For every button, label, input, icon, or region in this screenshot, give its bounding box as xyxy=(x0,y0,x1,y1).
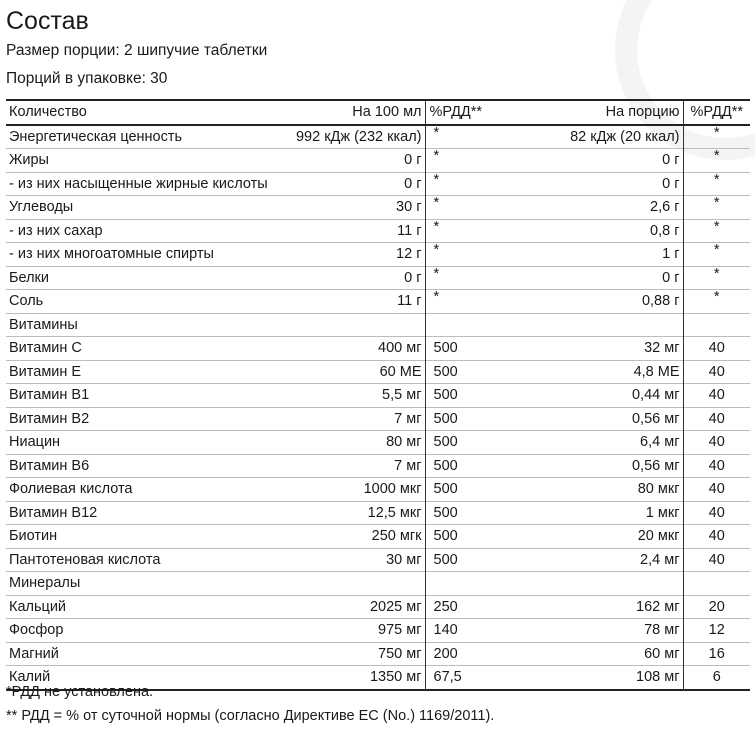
cell-rda-100ml: 500 xyxy=(433,551,458,568)
cell-rda-100ml xyxy=(425,313,565,337)
cell-rda-serving xyxy=(683,572,750,596)
cell-name: Минералы xyxy=(9,575,81,592)
cell-per-serving: 1 мкг xyxy=(565,501,683,525)
cell-per-serving: 60 мг xyxy=(565,642,683,666)
cell-rda-100ml: 250 xyxy=(433,598,458,615)
cell-name: - из них насыщенные жирные кислоты xyxy=(9,175,268,192)
cell-per-serving xyxy=(565,313,683,337)
cell-name: Витамин B2 xyxy=(9,410,90,427)
cell-per-100ml: 11 г xyxy=(268,290,425,314)
cell-name: Фосфор xyxy=(9,622,64,639)
cell-rda-serving: 40 xyxy=(708,387,725,404)
cell-rda-serving: * xyxy=(713,219,720,235)
cell-per-100ml: 2025 мг xyxy=(268,595,425,619)
cell-per-100ml: 7 мг xyxy=(268,407,425,431)
table-row xyxy=(6,219,750,243)
cell-per-serving: 2,6 г xyxy=(565,196,683,220)
cell-per-serving xyxy=(565,572,683,596)
cell-rda-serving: 40 xyxy=(708,410,725,427)
cell-rda-100ml: * xyxy=(433,219,440,235)
cell-per-serving: 80 мкг xyxy=(565,478,683,502)
cell-per-100ml: 1350 мг xyxy=(268,666,425,690)
cell-rda-serving: 40 xyxy=(708,434,725,451)
cell-rda-100ml: * xyxy=(433,172,440,188)
cell-name: Углеводы xyxy=(9,199,74,216)
cell-rda-100ml: 500 xyxy=(433,528,458,545)
table-header-row xyxy=(6,100,750,125)
table-row xyxy=(6,454,750,478)
table-row xyxy=(6,384,750,408)
cell-rda-serving: 40 xyxy=(708,528,725,545)
cell-rda-serving: * xyxy=(713,124,720,141)
cell-rda-100ml: 500 xyxy=(433,340,458,357)
cell-name: Витамины xyxy=(9,316,78,333)
cell-per-100ml: 0 г xyxy=(268,266,425,290)
cell-name: Пантотеновая кислота xyxy=(9,551,161,568)
cell-name: Фолиевая кислота xyxy=(9,481,133,498)
servings-per-pack: Порций в упаковке: 30 xyxy=(6,70,168,87)
table-row xyxy=(6,243,750,267)
cell-name: Жиры xyxy=(9,152,49,169)
cell-rda-serving: * xyxy=(713,172,720,188)
table-row xyxy=(6,501,750,525)
table-row xyxy=(6,360,750,384)
cell-rda-serving: 40 xyxy=(708,363,725,380)
nutrition-table xyxy=(6,99,750,691)
footnote-rda-definition: ** РДД = % от суточной нормы (согласно Директиве ЕС (No.) 1169/2011). xyxy=(6,708,495,724)
header-per-serving: На порцию xyxy=(565,100,683,125)
table-row xyxy=(6,548,750,572)
cell-per-100ml: 975 мг xyxy=(268,619,425,643)
cell-rda-serving: * xyxy=(713,195,720,211)
cell-rda-serving: * xyxy=(713,266,720,282)
cell-rda-100ml: 500 xyxy=(433,410,458,427)
cell-rda-serving: 16 xyxy=(708,645,725,662)
cell-rda-100ml: 140 xyxy=(433,622,458,639)
cell-per-serving: 20 мкг xyxy=(565,525,683,549)
cell-per-100ml: 12 г xyxy=(268,243,425,267)
cell-per-serving: 1 г xyxy=(565,243,683,267)
cell-rda-serving: 40 xyxy=(708,504,725,521)
cell-rda-serving: 20 xyxy=(708,598,725,615)
cell-per-100ml: 400 мг xyxy=(268,337,425,361)
serving-size: Размер порции: 2 шипучие таблетки xyxy=(6,42,268,59)
cell-per-100ml: 1000 мкг xyxy=(268,478,425,502)
cell-per-serving: 0,8 г xyxy=(565,219,683,243)
cell-rda-100ml: * xyxy=(433,289,440,305)
cell-rda-serving: 6 xyxy=(712,669,721,686)
cell-name: Витамин B12 xyxy=(9,504,98,521)
cell-per-100ml: 60 МЕ xyxy=(268,360,425,384)
cell-name: Магний xyxy=(9,645,59,662)
cell-rda-100ml: 67,5 xyxy=(433,669,462,686)
cell-per-serving: 0 г xyxy=(565,172,683,196)
header-rda-100ml: %РДД** xyxy=(429,104,483,121)
cell-per-100ml: 750 мг xyxy=(268,642,425,666)
table-row xyxy=(6,525,750,549)
cell-per-100ml: 0 г xyxy=(268,149,425,173)
cell-per-serving: 82 кДж (20 ккал) xyxy=(565,125,683,149)
cell-per-serving: 162 мг xyxy=(565,595,683,619)
table-row xyxy=(6,290,750,314)
cell-per-serving: 0,56 мг xyxy=(565,454,683,478)
cell-per-serving: 6,4 мг xyxy=(565,431,683,455)
cell-rda-serving: * xyxy=(713,289,720,305)
cell-per-serving: 0,44 мг xyxy=(565,384,683,408)
cell-per-100ml: 0 г xyxy=(268,172,425,196)
cell-per-100ml: 7 мг xyxy=(268,454,425,478)
cell-rda-serving: * xyxy=(713,242,720,258)
cell-per-serving: 108 мг xyxy=(565,666,683,690)
cell-rda-100ml: * xyxy=(433,266,440,282)
table-row xyxy=(6,337,750,361)
cell-rda-100ml: 500 xyxy=(433,457,458,474)
cell-per-serving: 0,56 мг xyxy=(565,407,683,431)
cell-per-serving: 0,88 г xyxy=(565,290,683,314)
cell-name: Калий xyxy=(9,669,51,686)
header-rda-serving: %РДД** xyxy=(690,104,744,121)
cell-rda-100ml: * xyxy=(433,148,440,164)
cell-name: - из них сахар xyxy=(9,222,103,239)
cell-per-100ml: 992 кДж (232 ккал) xyxy=(268,125,425,149)
table-row xyxy=(6,642,750,666)
footnote-rda-not-set: *РДД не установлена. xyxy=(6,684,154,700)
cell-name: Биотин xyxy=(9,528,58,545)
cell-name: - из них многоатомные спирты xyxy=(9,246,214,263)
table-row xyxy=(6,125,750,149)
cell-rda-100ml: 500 xyxy=(433,504,458,521)
cell-per-100ml: 80 мг xyxy=(268,431,425,455)
cell-rda-100ml xyxy=(425,572,565,596)
cell-per-serving: 4,8 МЕ xyxy=(565,360,683,384)
cell-name: Витамин C xyxy=(9,340,82,357)
table-row xyxy=(6,431,750,455)
table-row xyxy=(6,572,750,596)
cell-per-100ml: 11 г xyxy=(268,219,425,243)
cell-rda-100ml: * xyxy=(433,195,440,211)
table-body xyxy=(6,125,750,690)
cell-rda-serving: 40 xyxy=(708,551,725,568)
cell-name: Белки xyxy=(9,269,50,286)
cell-rda-100ml: * xyxy=(433,242,440,258)
header-per-100ml: На 100 мл xyxy=(268,100,425,125)
table-row xyxy=(6,196,750,220)
cell-rda-100ml: 500 xyxy=(433,363,458,380)
cell-per-serving: 32 мг xyxy=(565,337,683,361)
cell-rda-serving: 40 xyxy=(708,340,725,357)
table-row xyxy=(6,619,750,643)
cell-per-serving: 2,4 мг xyxy=(565,548,683,572)
cell-name: Энергетическая ценность xyxy=(9,128,183,145)
page-title: Состав xyxy=(6,7,89,35)
cell-rda-serving: * xyxy=(713,148,720,164)
cell-name: Кальций xyxy=(9,598,67,615)
cell-per-serving: 0 г xyxy=(565,266,683,290)
cell-name: Витамин B1 xyxy=(9,387,90,404)
cell-rda-serving: 40 xyxy=(708,481,725,498)
cell-rda-serving: 12 xyxy=(708,622,725,639)
table-row xyxy=(6,149,750,173)
cell-name: Витамин E xyxy=(9,363,82,380)
cell-per-100ml xyxy=(268,313,425,337)
table-row xyxy=(6,478,750,502)
table-row xyxy=(6,407,750,431)
cell-name: Витамин B6 xyxy=(9,457,90,474)
table-row xyxy=(6,595,750,619)
cell-name: Соль xyxy=(9,293,44,310)
header-quantity: Количество xyxy=(9,104,87,121)
cell-per-serving: 78 мг xyxy=(565,619,683,643)
table-row xyxy=(6,172,750,196)
cell-per-100ml: 12,5 мкг xyxy=(268,501,425,525)
cell-per-100ml xyxy=(268,572,425,596)
cell-rda-serving xyxy=(683,313,750,337)
cell-name: Ниацин xyxy=(9,434,61,451)
cell-rda-100ml: 500 xyxy=(433,434,458,451)
cell-rda-100ml: * xyxy=(433,124,440,141)
cell-rda-100ml: 500 xyxy=(433,387,458,404)
cell-rda-serving: 40 xyxy=(708,457,725,474)
table-row xyxy=(6,313,750,337)
cell-per-100ml: 250 мгк xyxy=(268,525,425,549)
cell-per-100ml: 5,5 мг xyxy=(268,384,425,408)
cell-rda-100ml: 500 xyxy=(433,481,458,498)
cell-per-serving: 0 г xyxy=(565,149,683,173)
table-row xyxy=(6,266,750,290)
cell-per-100ml: 30 мг xyxy=(268,548,425,572)
cell-per-100ml: 30 г xyxy=(268,196,425,220)
cell-rda-100ml: 200 xyxy=(433,645,458,662)
